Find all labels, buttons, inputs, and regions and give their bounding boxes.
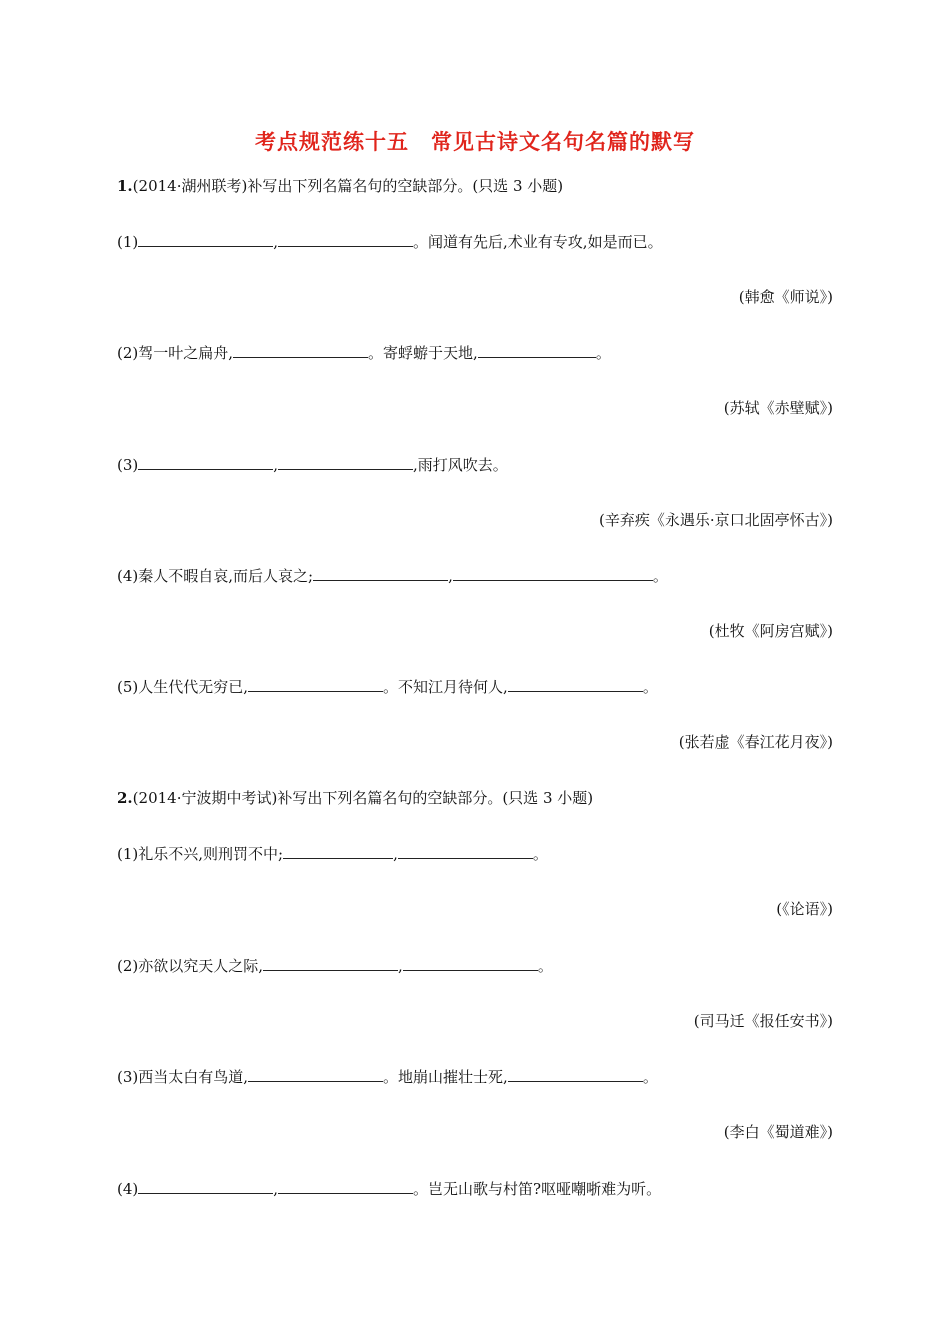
q2-item-2 [117, 956, 553, 976]
source-citation: (司马迁《报任安书》) [693, 1012, 833, 1030]
question-2-stem [117, 788, 593, 808]
source-citation: (辛弃疾《永遇乐·京口北固亭怀古》) [599, 511, 833, 529]
item-text: (2)亦欲以究天人之际, [117, 957, 264, 975]
source-citation: (李白《蜀道难》) [723, 1123, 833, 1141]
page-title: 考点规范练十五 常见古诗文名句名篇的默写 [255, 129, 695, 154]
item-text: 。地崩山摧壮士死, [383, 1068, 508, 1086]
answer-blank[interactable] [478, 343, 596, 358]
item-text: , [393, 845, 398, 863]
item-text: 。不知江月待何人, [383, 678, 508, 696]
source-citation: (苏轼《赤壁赋》) [723, 399, 833, 417]
item-text: (3)西当太白有鸟道, [117, 1068, 249, 1086]
question-1-stem [117, 176, 563, 196]
answer-blank[interactable] [248, 677, 383, 692]
item-text: 。 [532, 845, 548, 863]
item-text: 。闻道有先后,术业有专攻,如是而已。 [413, 233, 663, 251]
answer-blank[interactable] [508, 677, 643, 692]
item-text: , [273, 233, 279, 251]
answer-blank[interactable] [278, 232, 413, 247]
answer-blank[interactable] [233, 343, 368, 358]
answer-blank[interactable] [248, 1067, 383, 1082]
item-text: 。岂无山歌与村笛?呕哑嘲哳难为听。 [413, 1180, 662, 1198]
item-text: 。 [642, 678, 658, 696]
item-text: (3) [117, 456, 139, 474]
answer-blank[interactable] [138, 1179, 273, 1194]
item-text: 。 [642, 1068, 658, 1086]
answer-blank[interactable] [138, 455, 273, 470]
source-citation: (韩愈《师说》) [738, 288, 833, 306]
q2-item-3 [117, 1067, 658, 1087]
question-stem-text: (2014·宁波期中考试)补写出下列名篇名句的空缺部分。(只选 3 小题) [132, 789, 594, 807]
q2-item-4 [117, 1179, 661, 1199]
item-text: , [448, 567, 453, 585]
item-text: (2)驾一叶之扁舟, [117, 344, 234, 362]
answer-blank[interactable] [313, 566, 448, 581]
item-text: 。 [652, 567, 668, 585]
item-text: , [273, 456, 279, 474]
answer-blank[interactable] [453, 566, 653, 581]
question-stem-text: (2014·湖州联考)补写出下列名篇名句的空缺部分。(只选 3 小题) [132, 177, 564, 195]
question-number: 1. [117, 177, 133, 195]
answer-blank[interactable] [138, 232, 273, 247]
answer-blank[interactable] [278, 1179, 413, 1194]
item-text: , [398, 957, 403, 975]
item-text: 。 [595, 344, 611, 362]
q1-item-4 [117, 566, 668, 586]
item-text: (4)秦人不暇自哀,而后人哀之; [117, 567, 314, 585]
item-text: , [273, 1180, 279, 1198]
answer-blank[interactable] [278, 455, 413, 470]
source-citation: (《论语》) [776, 900, 833, 918]
source-citation: (张若虚《春江花月夜》) [678, 733, 833, 751]
question-number: 2. [117, 789, 133, 807]
answer-blank[interactable] [263, 956, 398, 971]
item-text: (4) [117, 1180, 139, 1198]
item-text: (1) [117, 233, 139, 251]
answer-blank[interactable] [403, 956, 538, 971]
q1-item-1 [117, 232, 663, 252]
item-text: (1)礼乐不兴,则刑罚不中; [117, 845, 284, 863]
item-text: 。 [537, 957, 553, 975]
q1-item-3 [117, 455, 508, 475]
q1-item-2 [117, 343, 611, 363]
source-citation: (杜牧《阿房宫赋》) [708, 622, 833, 640]
answer-blank[interactable] [508, 1067, 643, 1082]
q1-item-5 [117, 677, 658, 697]
item-text: 。寄蜉蝣于天地, [368, 344, 478, 362]
answer-blank[interactable] [283, 844, 393, 859]
item-text: (5)人生代代无穷已, [117, 678, 249, 696]
answer-blank[interactable] [398, 844, 533, 859]
q2-item-1 [117, 844, 548, 864]
item-text: ,雨打风吹去。 [413, 456, 508, 474]
